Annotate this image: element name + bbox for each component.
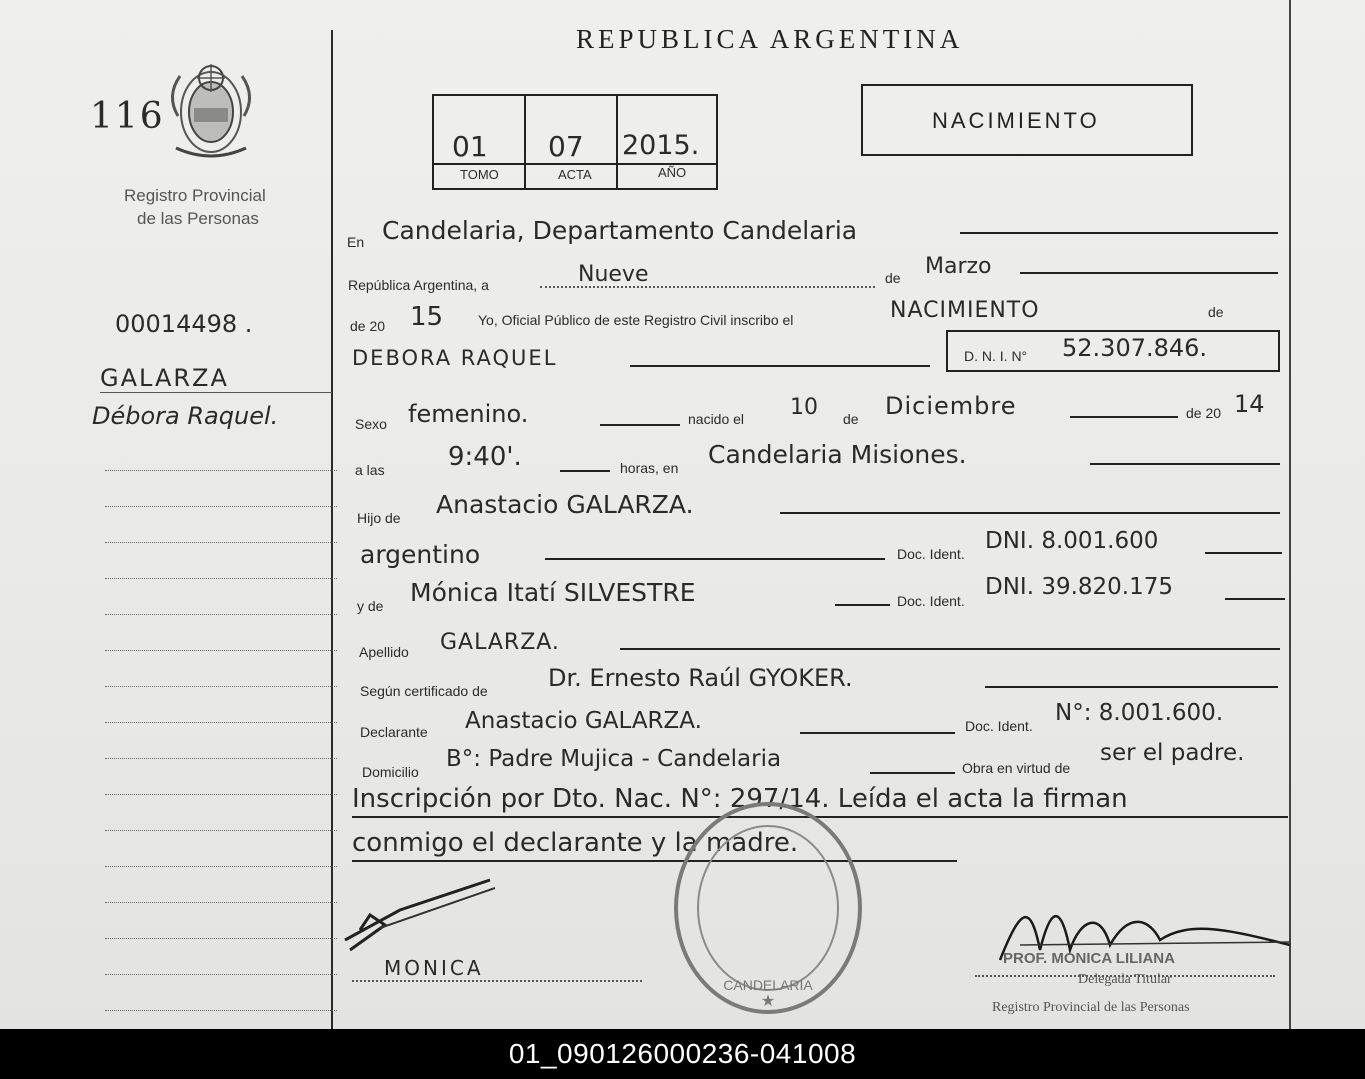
note-line-1: Inscripción por Dto. Nac. N°: 297/14. Leída el acta la firman xyxy=(352,784,1128,814)
margin-ruled-line xyxy=(105,902,337,903)
event-value: NACIMIENTO xyxy=(890,298,1040,323)
record-number: 00014498 . xyxy=(115,310,253,338)
office-name-line1: Registro Provincial xyxy=(124,186,266,205)
de20-label: de 20 xyxy=(350,318,386,334)
margin-ruled-line xyxy=(105,578,337,579)
officer-text: Yo, Oficial Público de este Registro Civil inscribo el xyxy=(478,312,794,328)
father-doc: DNI. 8.001.600 xyxy=(985,528,1159,554)
nacido-label: nacido el xyxy=(688,411,745,427)
margin-ruled-line xyxy=(105,542,337,543)
place-rule xyxy=(1090,463,1280,465)
dni-label: D. N. I. N° xyxy=(964,348,1028,364)
mother-doc-rule xyxy=(1225,598,1285,600)
mother-rule xyxy=(835,604,890,606)
margin-ruled-line xyxy=(105,686,337,687)
margin-ruled-line xyxy=(105,830,337,831)
margin-ruled-line xyxy=(105,470,337,471)
domicilio-value: B°: Padre Mujica - Candelaria xyxy=(446,746,782,772)
birth-month-rule xyxy=(1070,416,1178,418)
margin-ruled-line xyxy=(105,506,337,507)
office-name-line2: de las Personas xyxy=(137,209,259,228)
margin-ruled-line xyxy=(105,938,337,939)
mother-doc-label: Doc. Ident. xyxy=(897,593,965,609)
en-value: Candelaria, Departamento Candelaria xyxy=(382,216,858,245)
father-doc-label: Doc. Ident. xyxy=(897,546,965,562)
child-names: DEBORA RAQUEL xyxy=(352,346,558,370)
margin-ruled-line xyxy=(105,974,337,975)
margin-ruled-line xyxy=(105,794,337,795)
acta-label: ACTA xyxy=(558,167,592,182)
apellido-label: Apellido xyxy=(359,644,409,660)
ano-value: 2015. xyxy=(622,130,700,161)
mother-signature-stroke xyxy=(340,870,510,960)
page-number: 116 xyxy=(90,96,165,137)
officer-signature-rule xyxy=(975,975,1275,977)
horas-label: horas, en xyxy=(620,460,679,476)
time-value: 9:40'. xyxy=(448,442,522,472)
sexo-label: Sexo xyxy=(355,416,387,432)
svg-text:CANDELARIA: CANDELARIA xyxy=(723,977,813,993)
box-divider-2 xyxy=(616,94,618,190)
birth-year: 14 xyxy=(1234,390,1265,418)
domicilio-label: Domicilio xyxy=(362,764,419,780)
margin-ruled-line xyxy=(105,758,337,759)
mother-name: Mónica Itatí SILVESTRE xyxy=(410,578,696,607)
mother-signature: MONICA xyxy=(384,956,484,980)
de-label-2: de xyxy=(1208,304,1224,320)
barcode-text: 01_090126000236-041008 xyxy=(508,1038,857,1069)
margin-surname: GALARZA xyxy=(100,364,229,392)
father-rule xyxy=(780,512,1280,514)
obra-value: ser el padre. xyxy=(1100,740,1245,766)
declarante-label: Declarante xyxy=(360,724,428,740)
nationality-rule xyxy=(545,558,885,560)
en-rule xyxy=(960,232,1278,234)
note-line-2: conmigo el declarante y la madre. xyxy=(352,828,799,858)
de-label-3: de xyxy=(843,411,859,427)
year-value: 15 xyxy=(410,302,444,332)
certificado-value: Dr. Ernesto Raúl GYOKER. xyxy=(548,664,853,692)
coat-of-arms-emblem xyxy=(158,56,264,164)
tomo-value: 01 xyxy=(452,130,488,163)
acta-value: 07 xyxy=(548,130,584,163)
time-rule xyxy=(560,470,610,472)
father-nationality: argentino xyxy=(360,540,481,569)
certificado-rule xyxy=(985,686,1278,688)
declarante-value: Anastacio GALARZA. xyxy=(465,708,702,734)
mother-doc: DNI. 39.820.175 xyxy=(985,574,1174,600)
month-value: Marzo xyxy=(925,254,992,279)
declarante-doc-label: Doc. Ident. xyxy=(965,718,1033,734)
domicilio-rule xyxy=(870,772,955,774)
tomo-label: TOMO xyxy=(460,167,499,182)
obra-label: Obra en virtud de xyxy=(962,760,1071,776)
margin-ruled-line xyxy=(105,614,337,615)
svg-text:★: ★ xyxy=(760,993,776,1010)
alas-label: a las xyxy=(355,462,385,478)
sexo-value: femenino. xyxy=(408,400,529,428)
father-doc-rule xyxy=(1205,552,1282,554)
apellido-rule xyxy=(620,648,1280,650)
officer-title: Delegada Titular xyxy=(1078,972,1172,987)
mother-signature-rule xyxy=(352,980,642,982)
day-rule xyxy=(540,286,875,288)
apellido-value: GALARZA. xyxy=(440,630,560,655)
scan-footer-bar xyxy=(0,1029,1365,1079)
margin-ruled-line xyxy=(105,1010,337,1011)
day-value: Nueve xyxy=(578,262,649,287)
record-type: NACIMIENTO xyxy=(932,108,1100,133)
dni-value: 52.307.846. xyxy=(1062,334,1208,362)
birth-day: 10 xyxy=(790,395,818,420)
child-names-rule xyxy=(630,365,930,367)
declarante-rule xyxy=(800,732,955,734)
officer-name: PROF. MONICA LILIANA xyxy=(1003,950,1175,967)
declarante-doc: N°: 8.001.600. xyxy=(1055,700,1224,726)
margin-ruled-line xyxy=(105,866,337,867)
father-name: Anastacio GALARZA. xyxy=(436,490,694,519)
month-rule xyxy=(1020,272,1278,274)
margin-rule xyxy=(100,392,332,393)
place-value: Candelaria Misiones. xyxy=(708,440,967,469)
sexo-rule xyxy=(600,424,680,426)
box-divider-1 xyxy=(524,94,526,190)
margin-divider xyxy=(331,30,333,1029)
country-title: REPUBLICA ARGENTINA xyxy=(576,24,964,54)
certificado-label: Según certificado de xyxy=(360,683,488,699)
right-edge-rule xyxy=(1289,0,1291,1029)
margin-ruled-line xyxy=(105,722,337,723)
birth-month: Diciembre xyxy=(885,392,1017,420)
ano-label: AÑO xyxy=(658,165,687,180)
margin-given-names: Débora Raquel. xyxy=(92,402,279,430)
republica-label: República Argentina, a xyxy=(348,277,489,293)
official-stamp xyxy=(668,800,868,1018)
de-label: de xyxy=(885,270,901,286)
en-label: En xyxy=(347,234,365,250)
officer-office: Registro Provincial de las Personas xyxy=(992,1000,1190,1015)
de2014-label: de 20 xyxy=(1186,405,1222,421)
yde-label: y de xyxy=(357,598,384,614)
hijo-label: Hijo de xyxy=(357,510,401,526)
margin-ruled-line xyxy=(105,650,337,651)
